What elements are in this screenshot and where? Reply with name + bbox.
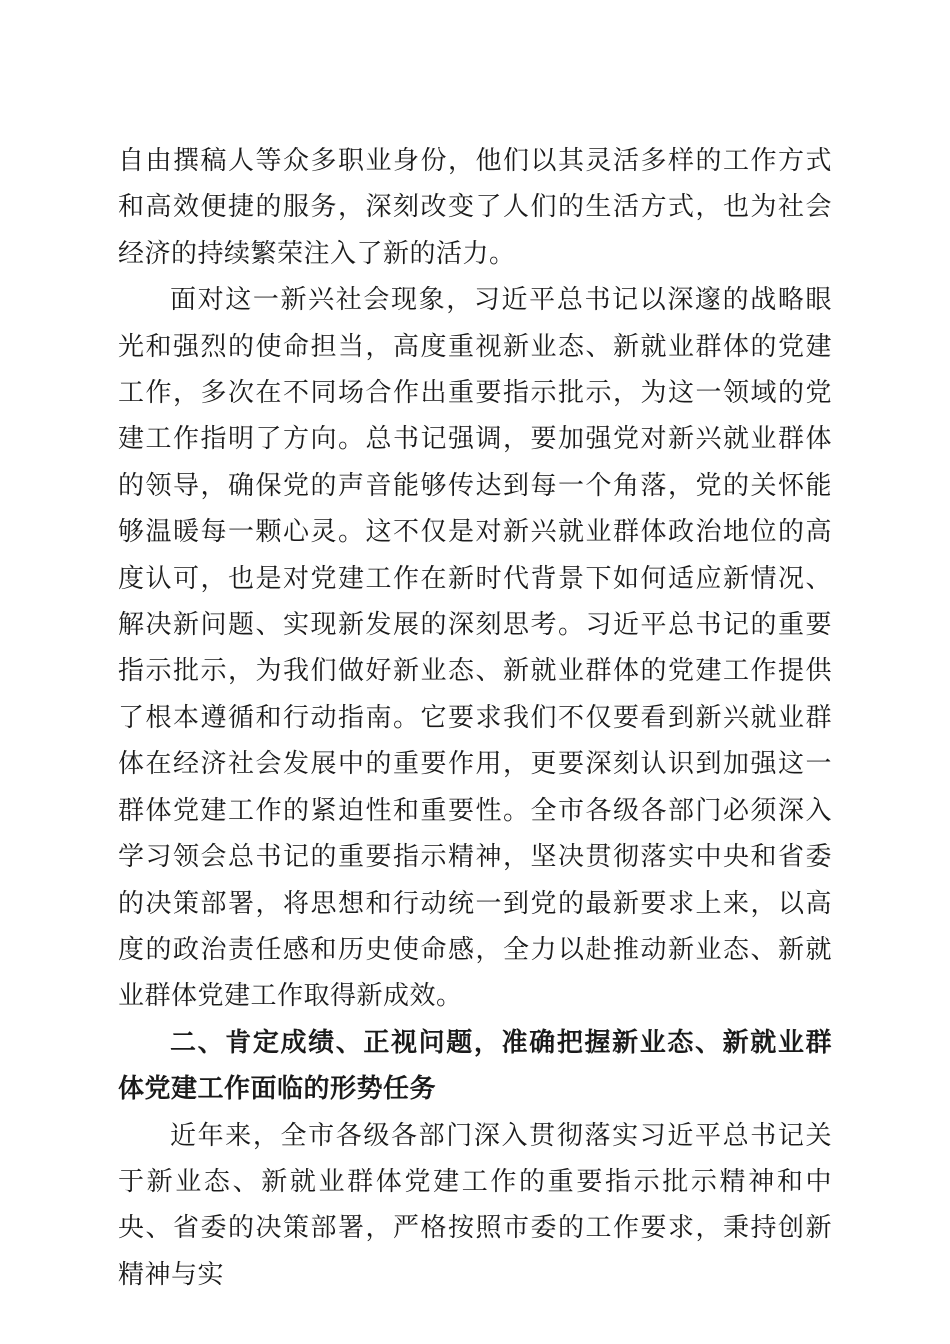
paragraph-continuation: 自由撰稿人等众多职业身份，他们以其灵活多样的工作方式和高效便捷的服务，深刻改变了人们的生活方式，也为社会经济的持续繁荣注入了新的活力。 xyxy=(118,146,832,269)
paragraph-recent-years: 近年来，全市各级各部门深入贯彻落实习近平总书记关于新业态、新就业群体党建工作的重要指示批示精神和中央、省委的决策部署，严格按照市委的工作要求，秉持创新精神与实 xyxy=(118,1120,832,1290)
document-body xyxy=(118,138,832,1298)
section-heading: 二、肯定成绩、正视问题，准确把握新业态、新就业群体党建工作面临的形势任务 xyxy=(118,1027,832,1105)
paragraph-leadership-instructions: 面对这一新兴社会现象，习近平总书记以深邃的战略眼光和强烈的使命担当，高度重视新业态、新就业群体的党建工作，多次在不同场合作出重要指示批示，为这一领域的党建工作指明了方向。总书记强调，要加强党对新兴就业群体的领导，确保党的声音能够传达到每一个角落，党的关怀能够温暖每一颗心灵。这不仅是对新兴就业群体政治地位的高度认可，也是对党建工作在新时代背景下如何适应新情况、解决新问题、实现新发展的深刻思考。习近平总书记的重要指示批示，为我们做好新业态、新就业群体的党建工作提供了根本遵循和行动指南。它要求我们不仅要看到新兴就业群体在经济社会发展中的重要作用，更要深刻认识到加强这一群体党建工作的紧迫性和重要性。全市各级各部门必须深入学习领会总书记的重要指示精神，坚决贯彻落实中央和省委的决策部署，将思想和行动统一到党的最新要求上来，以高度的政治责任感和历史使命感，全力以赴推动新业态、新就业群体党建工作取得新成效。 xyxy=(118,285,832,1012)
